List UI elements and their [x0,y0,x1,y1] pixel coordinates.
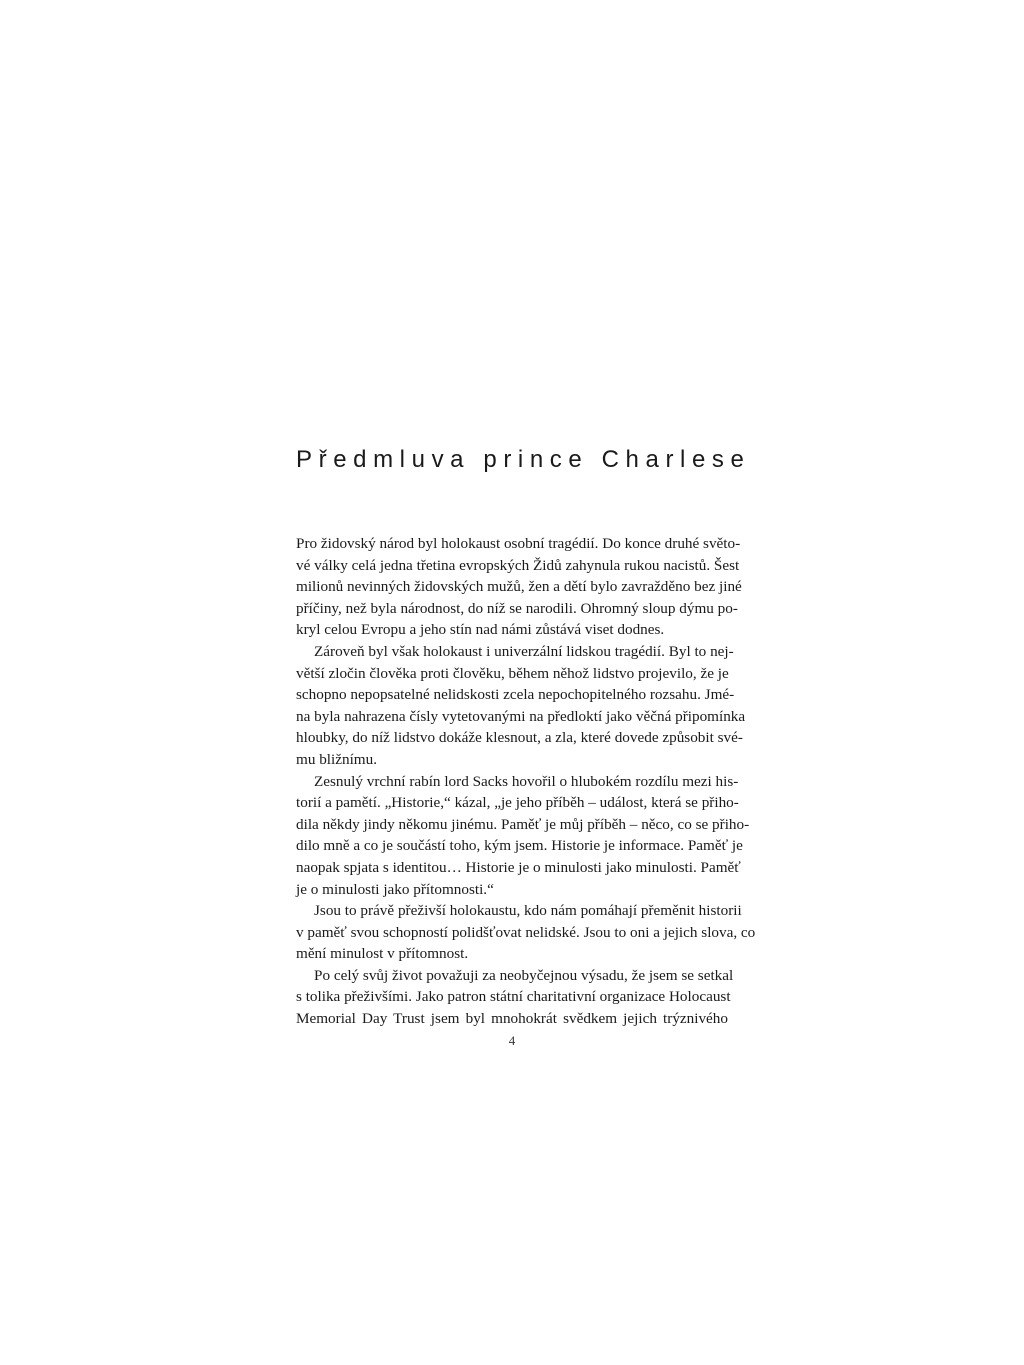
chapter-title: Předmluva prince Charlese [296,446,751,473]
text-line: s tolika přeživšími. Jako patron státní charitativní organizace Holocaust [296,988,731,1006]
text-line: kryl celou Evropu a jeho stín nad námi zůstává viset dodnes. [296,621,665,639]
paragraph [296,900,756,965]
text-line: vé války celá jedna třetina evropských Židů zahynula rukou nacistů. Šest [296,556,740,574]
text-line: větší zločin člověka proti člověku, během něhož lidstvo projevilo, že je [296,664,729,682]
text-line: Jsou to právě přeživší holokaustu, kdo nám pomáhají přeměnit historii [314,902,742,920]
text-line: dilo mně a co je součástí toho, kým jsem. Historie je informace. Paměť je [296,837,743,855]
text-line: mění minulost v přítomnost. [296,945,469,963]
paragraph [296,641,746,771]
text-line: je o minulosti jako přítomnosti.“ [296,880,494,898]
text-line: příčiny, než byla národnost, do níž se narodili. Ohromný sloup dýmu po- [296,599,738,617]
text-line: Pro židovský národ byl holokaust osobní tragédií. Do konce druhé světo- [296,535,741,552]
text-line: naopak spjata s identitou… Historie je o minulosti jako minulosti. Paměť [296,858,741,876]
text-line: mu bližnímu. [296,750,377,768]
text-line: torií a pamětí. „Historie,“ kázal, „je jeho příběh – událost, která se přiho- [296,794,739,812]
text-line: na byla nahrazena čísly vytetovanými na předloktí jako věčná připomínka [296,707,746,725]
text-line: Zesnulý vrchní rabín lord Sacks hovořil o hlubokém rozdílu mezi his- [314,772,739,790]
text-line: Memorial Day Trust jsem byl mnohokrát svědkem jejich trýznivého [296,1010,728,1028]
text-line: Po celý svůj život považuji za neobyčejnou výsadu, že jsem se setkal [314,966,734,984]
paragraph [296,965,734,1030]
paragraph [296,533,742,641]
text-line: dila někdy jindy někomu jinému. Paměť je můj příběh – něco, co se přiho- [296,815,750,833]
text-line: v paměť svou schopností polidšťovat nelidské. Jsou to oni a jejich slova, co [296,923,756,941]
paragraph [296,771,750,901]
text-line: milionů nevinných židovských mužů, žen a dětí bylo zavražděno bez jiné [296,578,742,596]
text-line: Zároveň byl však holokaust i univerzální lidskou tragédií. Byl to nej- [314,642,734,660]
page-number: 4 [508,1033,516,1048]
body-text [296,533,756,1030]
text-line: schopno nepopsatelné nelidskosti zcela nepochopitelného rozsahu. Jmé- [296,686,735,704]
text-line: hloubky, do níž lidstvo dokáže klesnout, a zla, které dovede způsobit své- [296,729,743,747]
